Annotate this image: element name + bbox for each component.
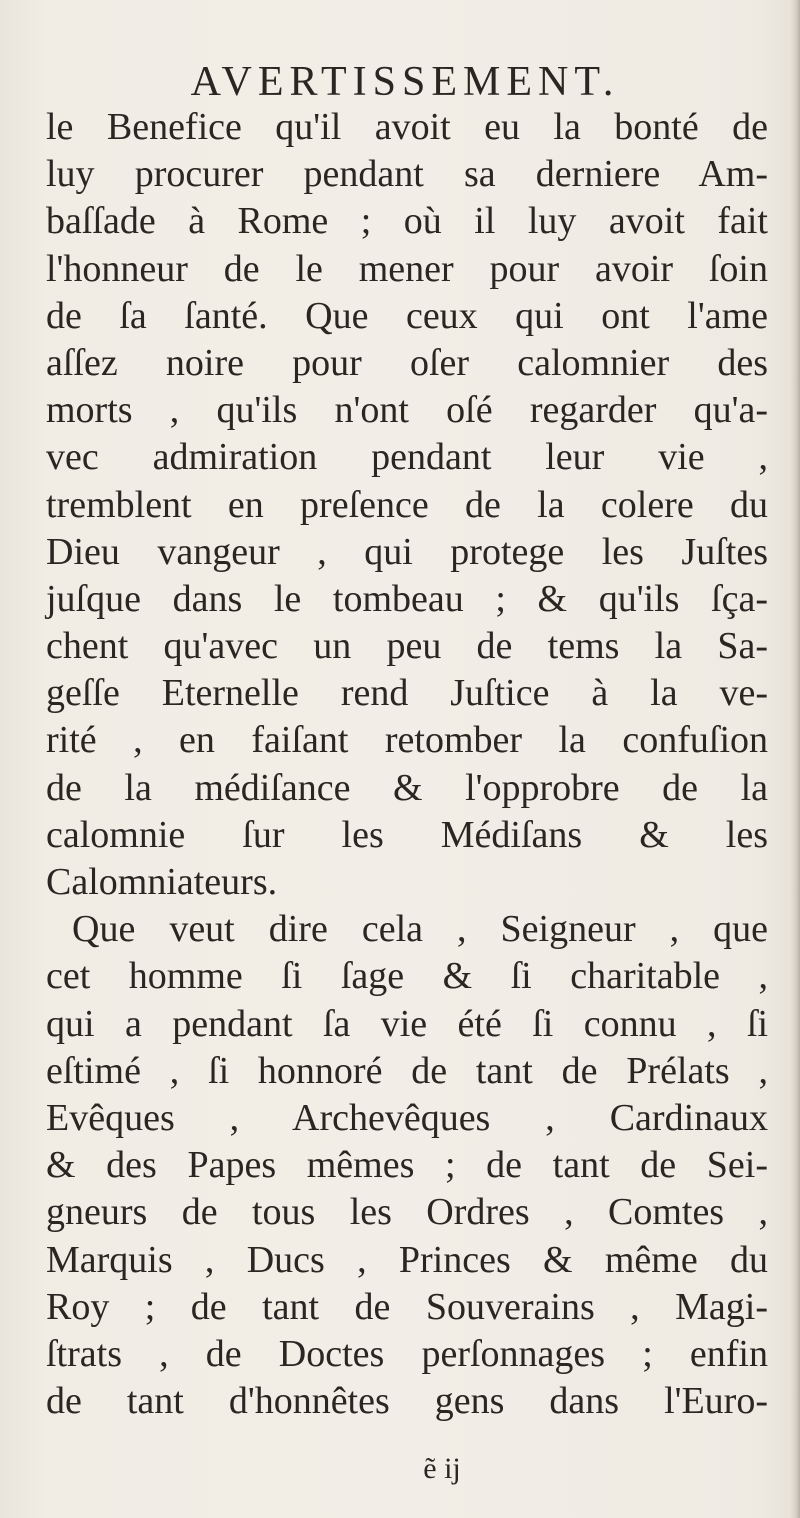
text-line: aſſez noire pour oſer calomnier des — [46, 341, 768, 384]
text-line: le Benefice qu'il avoit eu la bonté de — [46, 106, 768, 148]
text-line: juſque dans le tombeau ; & qu'ils ſça- — [46, 577, 768, 620]
page-edge-shadow — [790, 0, 800, 1518]
running-header — [0, 58, 800, 106]
text-line: l'honneur de le mener pour avoir ſoin — [46, 247, 768, 290]
header-title: AVERTISSEMENT. — [190, 59, 620, 105]
text-line: de ſa ſanté. Que ceux qui ont l'ame — [46, 294, 768, 337]
text-line: Dieu vangeur , qui protege les Juſtes — [46, 530, 768, 573]
text-line: qui a pendant ſa vie été ſi connu , ſi — [46, 1002, 768, 1045]
text-line: Marquis , Ducs , Princes & même du — [46, 1238, 768, 1281]
text-line: ſtrats , de Doctes perſonnages ; enfin — [46, 1332, 768, 1375]
text-line: chent qu'avec un peu de tems la Sa- — [46, 625, 768, 668]
text-line: rité , en faiſant retomber la confuſion — [46, 719, 768, 762]
text-line: Que veut dire cela , Seigneur , que — [72, 908, 768, 951]
text-line: Evêques , Archevêques , Cardinaux — [46, 1096, 768, 1139]
signature-mark: ẽ ij — [423, 1452, 461, 1485]
text-line: de tant d'honnêtes gens dans l'Euro- — [46, 1380, 768, 1423]
text-line: calomnie ſur les Médiſans & les — [46, 813, 768, 856]
text-line: eſtimé , ſi honnoré de tant de Prélats , — [46, 1049, 768, 1092]
text-line: Calomniateurs. — [46, 861, 278, 903]
text-line: gneurs de tous les Ordres , Comtes , — [46, 1191, 768, 1234]
text-line: vec admiration pendant leur vie , — [46, 436, 768, 479]
text-line: cet homme ſi ſage & ſi charitable , — [46, 955, 768, 998]
text-line: luy procurer pendant sa derniere Am- — [46, 153, 768, 196]
text-line: & des Papes mêmes ; de tant de Sei- — [46, 1144, 768, 1187]
text-line: morts , qu'ils n'ont oſé regarder qu'a- — [46, 389, 768, 432]
text-line: Roy ; de tant de Souverains , Magi- — [46, 1285, 768, 1328]
text-line: geſſe Eternelle rend Juſtice à la ve- — [46, 672, 768, 715]
text-line: baſſade à Rome ; où il luy avoit fait — [46, 200, 768, 243]
text-line: tremblent en preſence de la colere du — [46, 483, 768, 526]
text-line: de la médiſance & l'opprobre de la — [46, 766, 768, 809]
body-text — [46, 104, 768, 1425]
